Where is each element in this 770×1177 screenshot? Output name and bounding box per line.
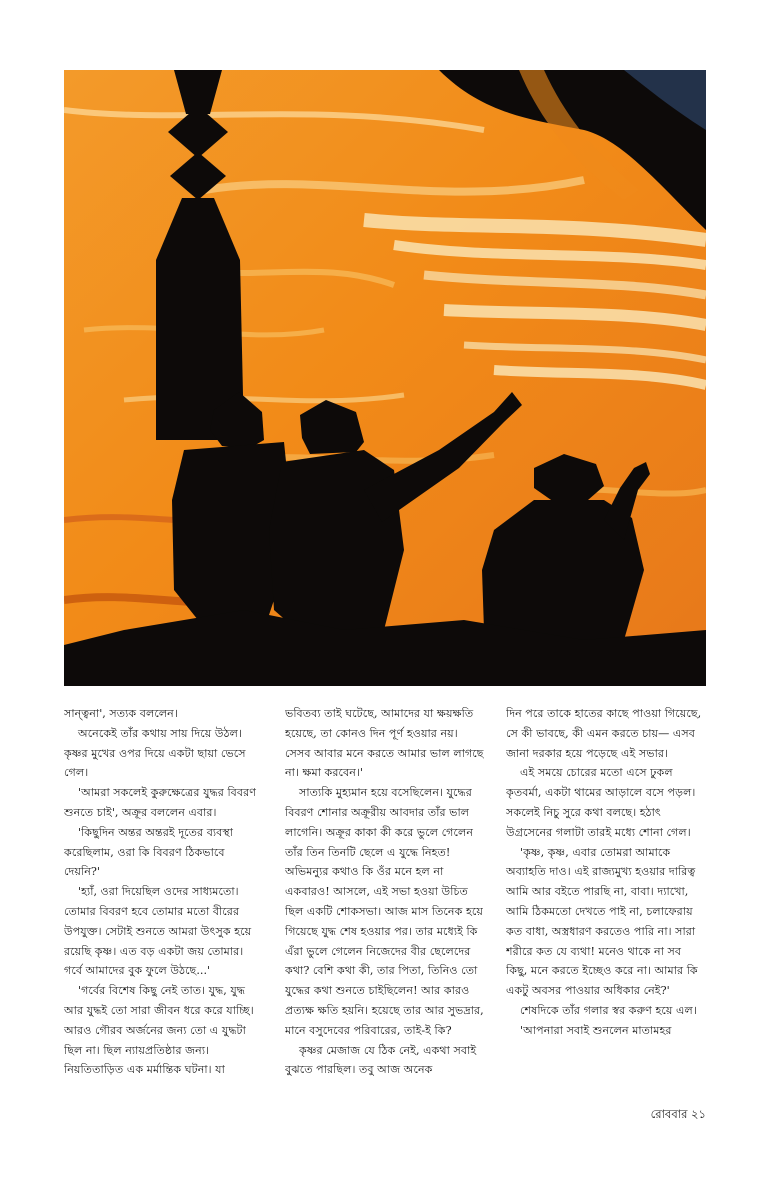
paragraph: সান্ত্বনা', সত্যক বললেন।: [64, 707, 178, 720]
paragraph: 'আমরা সকলেই কুরুক্ষেত্রের যুদ্ধর বিবরণ শুনতে চাই', অক্রূর বললেন এবার।: [64, 786, 257, 819]
paragraph: এই সময়ে চোরের মতো এসে ঢুকল কৃতবর্মা, একটা থামের আড়ালে বসে পড়ল। সকলেই নিচু সুরে কথা বলছে। হঠাৎ উগ্রসেনের গলাটা তারই মধ্যে শোনা গেল।: [506, 766, 696, 839]
article-body: [64, 704, 706, 1092]
paragraph: ভবিতব্য তাই ঘটেছে, আমাদের যা ক্ষয়ক্ষতি হয়েছে, তা কোনও দিন পূর্ণ হওয়ার নয়। সেসব আবার মনে করতে আমার ভাল লাগছে না। ক্ষমা করবেন।': [285, 707, 484, 780]
text-column-2: [285, 704, 485, 1092]
papercut-silhouettes-illustration: [64, 70, 706, 686]
paragraph: 'কিছুদিন অন্তর অন্তরই দূতের ব্যবস্থা করেছিলাম, ওরা কি বিবরণ ঠিকভাবে দেয়নি?': [64, 825, 234, 879]
paragraph: কৃষ্ণর মেজাজ যে ঠিক নেই, একথা সবাই বুঝতে পারছিল। তবু আজ অনেক: [285, 1043, 477, 1077]
paragraph: 'হ্যাঁ, ওরা দিয়েছিল ওদের সাধ্যমতো। তোমার বিবরণ হবে তোমার মতো বীরের উপযুক্ত। সেটাই শুনতে আমরা উৎসুক হয়ে রয়েছি কৃষ্ণ। এত বড় একটা জয় তোমার। গর্বে আমাদের বুক ফুলে উঠছে...': [64, 885, 252, 978]
paragraph: 'কৃষ্ণ, কৃষ্ণ, এবার তোমরা আমাকে অব্যাহতি দাও। এই রাজ্যমুখ্য হওয়ার দারিত্ব আমি আর বইতে পারছি না, বাবা। দ্যাখো, আমি ঠিকমতো দেখতে পাই না, চলাফেরায় কত বাধা, অস্ত্রধারণ করতেও পারি না। সারা শরীরে কত যে ব্যথা! মনেও থাকে না সব কিছু, মনে করতে ইচ্ছেও করে না। আমার কি একটু অবসর পাওয়ার অধিকার নেই?': [506, 845, 698, 998]
text-column-3: [506, 704, 706, 1092]
paragraph: সাত্যকি মুহ্যমান হয়ে বসেছিলেন। যুদ্ধের বিবরণ শোনার অক্রূরীয় আবদার তাঁর ভাল লাগেনি। অক্রূর কাকা কী করে ভুলে গেলেন তাঁর তিন তিনটি ছেলে এ যুদ্ধে নিহত! অভিমন্যুর কথাও কি ওঁর মনে হল না একবারও! আসলে, এই সভা হওয়া উচিত ছিল একটি শোকসভা। আজ মাস তিনেক হয়ে গিয়েছে যুদ্ধ শেষ হওয়ার পর। তার মধ্যেই কি এঁরা ভুলে গেলেন নিজেদের বীর ছেলেদের কথা? বেশি কথা কী, তার পিতা, তিনিও তো যুদ্ধের কথা শুনতে চাইছিলেন! আর কারও প্রত্যক্ষ ক্ষতি হয়নি। হয়েছে তার আর সুভদ্রার, মানে বসুদেবের পরিবারের, তাই-ই কি?: [285, 786, 484, 1037]
paragraph: 'গর্বের বিশেষ কিছু নেই তাত। যুদ্ধ, যুদ্ধ আর যুদ্ধই তো সারা জীবন ধরে করে যাচ্ছি। আরও গৌরব অর্জনের জন্য তো এ যুদ্ধটা ছিল না। ছিল ন্যায়প্রতিষ্ঠার জন্য। নিয়তিতাড়িত এক মর্মান্তিক ঘটনা। যা: [64, 984, 254, 1077]
page-number-footer: রোববার ২১: [650, 1107, 706, 1121]
paragraph: শেষদিকে তাঁর গলার স্বর করুণ হয়ে এল।: [520, 1003, 697, 1017]
paragraph: 'আপনারা সবাই শুনলেন মাতামহর: [520, 1023, 672, 1037]
text-column-1: [64, 704, 264, 1092]
story-illustration: [64, 70, 706, 686]
paragraph: দিন পরে তাকে হাতের কাছে পাওয়া গিয়েছে, সে কী ভাবছে, কী এমন করতে চায়— এসব জানা দরকার হয়ে পড়েছে এই সভার।: [506, 707, 702, 760]
paragraph: অনেকেই তাঁর কথায় সায় দিয়ে উঠল। কৃষ্ণর মুখের ওপর দিয়ে একটা ছায়া ভেসে গেল।: [64, 726, 246, 780]
